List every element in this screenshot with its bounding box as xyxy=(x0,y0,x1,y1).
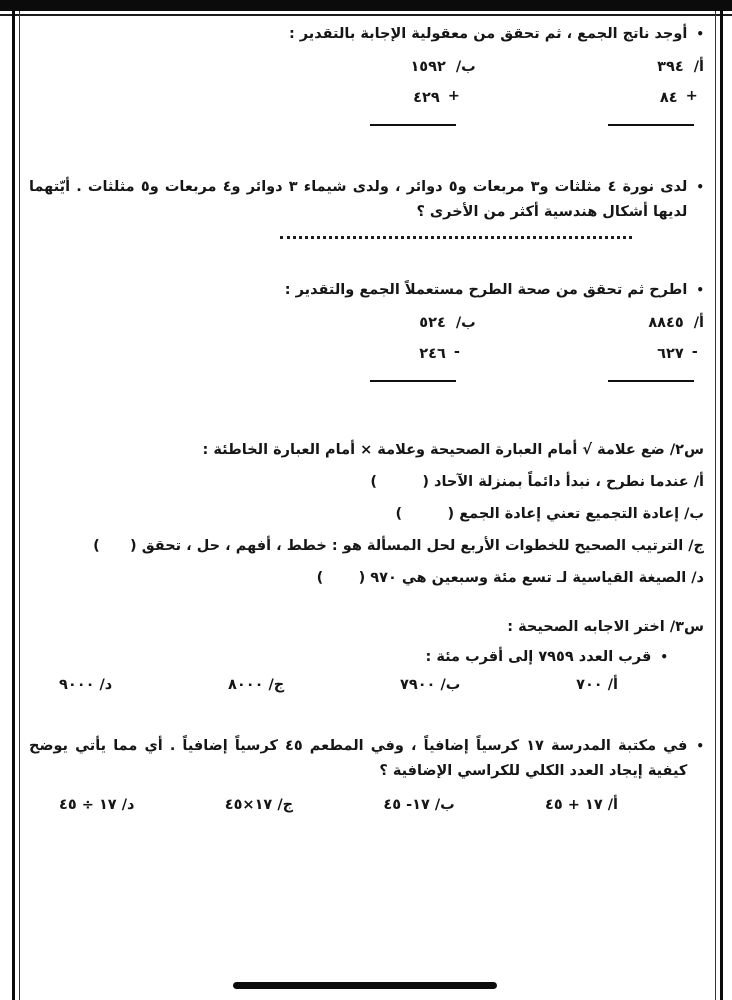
scan-border-right-inner xyxy=(715,11,716,1000)
option-b: ب/ ١٧- ٤٥ xyxy=(383,797,455,813)
scan-border-top xyxy=(0,0,732,11)
addition-problems-row xyxy=(29,57,704,126)
addition-problem-a xyxy=(608,57,704,126)
shapes-question-text: لدى نورة ٤ مثلثات و٣ مربعات و٥ دوائر ، ولدى شيماء ٣ دوائر و٤ مربعات و٥ مثلثات . أيّتهما لديها أشكال هندسية أكثر من الأخرى ؟ xyxy=(29,179,688,220)
minuend: ٨٨٤٥ xyxy=(648,315,684,331)
addition-problem-b xyxy=(370,57,476,126)
problem-label: ب/ xyxy=(455,59,476,75)
minus-operator: - xyxy=(691,344,698,360)
problem-label: أ/ xyxy=(693,315,704,331)
plus-operator: + xyxy=(685,88,698,104)
rounding-question-text: قرب العدد ٧٩٥٩ إلى أقرب مئة : xyxy=(425,649,652,665)
addition-section xyxy=(29,24,704,126)
page-footer-rule xyxy=(233,982,497,989)
q2-item-d: د/ الصيغة القياسية لـ تسع مئة وسبعين هي ٩٧٠ ( ) xyxy=(316,570,704,586)
subtrahend: ٢٤٦ xyxy=(419,346,446,362)
plus-operator: + xyxy=(447,88,460,104)
option-c: ج/ ١٧×٤٥ xyxy=(224,797,294,813)
q2-item-a: أ/ عندما نطرح ، نبدأ دائماً بمنزلة الآحاد ( ) xyxy=(370,474,704,490)
subtrahend: ٦٢٧ xyxy=(657,346,684,362)
q3-section xyxy=(29,617,704,816)
bullet-icon: • xyxy=(696,180,704,194)
problem-label: ب/ xyxy=(455,315,476,331)
answer-blank-line xyxy=(370,124,456,126)
bullet-icon: • xyxy=(696,739,704,753)
q3-rounding-question xyxy=(29,647,704,667)
subtraction-problem-b xyxy=(370,313,476,382)
option-d: د/ ٩٠٠٠ xyxy=(59,677,113,693)
answer-blank-line xyxy=(608,380,694,382)
shapes-question xyxy=(29,175,704,239)
q3-header: س٣/ اختر الاجابه الصحيحة : xyxy=(507,619,704,635)
addition-prompt: أوجد ناتج الجمع ، ثم تحقق من معقولية الإجابة بالتقدير : xyxy=(288,26,688,42)
q2-section xyxy=(29,434,704,594)
addend-top: ١٥٩٢ xyxy=(410,59,446,75)
rounding-options-row xyxy=(29,674,704,696)
bullet-icon: • xyxy=(660,650,668,664)
subtraction-prompt: اطرح ثم تحقق من صحة الطرح مستعملاً الجمع والتقدير : xyxy=(284,282,688,298)
bullet-icon: • xyxy=(696,27,704,41)
option-a: أ/ ٧٠٠ xyxy=(576,677,618,693)
q2-item-b: ب/ إعادة التجميع تعني إعادة الجمع ( ) xyxy=(395,506,704,522)
problem-label: أ/ xyxy=(693,59,704,75)
scan-border-left-inner xyxy=(19,11,20,1000)
option-d: د/ ١٧ ÷ ٤٥ xyxy=(59,797,135,813)
worksheet-content xyxy=(29,16,704,816)
dotted-answer-line xyxy=(280,236,632,239)
scan-border-left xyxy=(12,11,15,1000)
subtraction-problems-row xyxy=(29,313,704,382)
bullet-icon: • xyxy=(696,283,704,297)
option-b: ب/ ٧٩٠٠ xyxy=(400,677,461,693)
q2-item-c: ج/ الترتيب الصحيح للخطوات الأربع لحل المسألة هو : خطط ، أفهم ، حل ، تحقق ( ) xyxy=(93,538,704,554)
subtraction-section xyxy=(29,280,704,382)
addend-bottom: ٨٤ xyxy=(659,90,678,106)
answer-blank-line xyxy=(370,380,456,382)
minuend: ٥٢٤ xyxy=(419,315,446,331)
chairs-options-row xyxy=(29,794,704,816)
q3-chairs-question xyxy=(29,734,704,784)
scan-border-right xyxy=(720,11,723,1000)
chairs-question-text: في مكتبة المدرسة ١٧ كرسياً إضافياً ، وفي المطعم ٤٥ كرسياً إضافياً . أي مما يأتي يوضح كيفية إيجاد العدد الكلي للكراسي الإضافية ؟ xyxy=(29,738,688,779)
addend-top: ٣٩٤ xyxy=(657,59,684,75)
addend-bottom: ٤٢٩ xyxy=(413,90,440,106)
answer-blank-line xyxy=(608,124,694,126)
q2-header: س٢/ ضع علامة √ أمام العبارة الصحيحة وعلامة × أمام العبارة الخاطئة : xyxy=(202,442,704,458)
option-c: ج/ ٨٠٠٠ xyxy=(228,677,285,693)
minus-operator: - xyxy=(453,344,460,360)
option-a: أ/ ١٧ + ٤٥ xyxy=(545,797,618,813)
subtraction-problem-a xyxy=(608,313,704,382)
